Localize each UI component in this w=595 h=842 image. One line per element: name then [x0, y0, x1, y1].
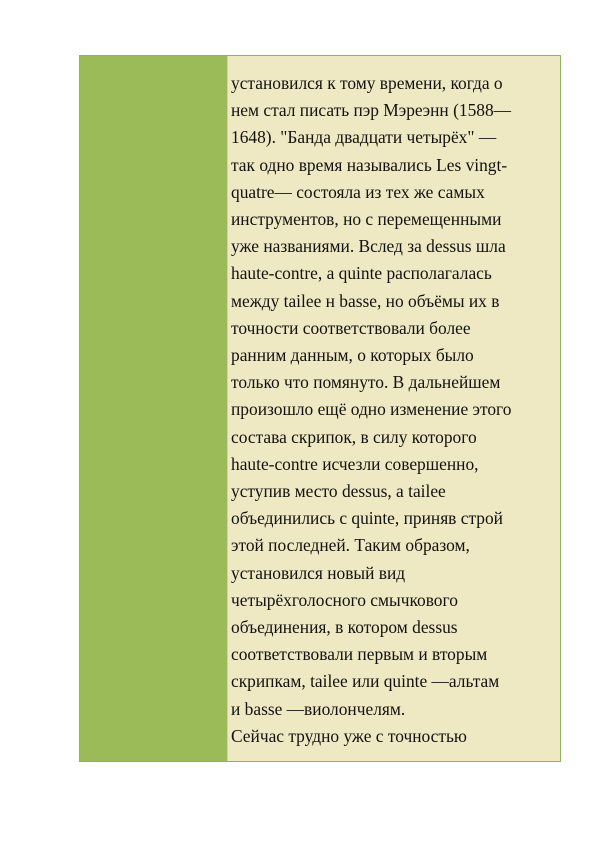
table-text-cell — [228, 56, 560, 761]
table-left-cell — [80, 56, 228, 761]
paragraph-1: установился к тому времени, когда о нем стал писать пэр Мэреэнн (1588— 1648). "Банда двадцати четырёх" — так одно время назывались Les vingt- quatre— состояла из тех же самых инструментов, но с перемещенными уже названиями. Вслед за dessus шла haute-contre, a quinte располагалась между tailee н basse, но объёмы их в точности соответствовали более ранним данным, о которых было только что помянуто. В дальнейшем произошло ещё одно изменение этого состава скрипок, в силу которого haute-contre исчезли совершенно, уступив место dessus, a tailee объединились с quinte, приняв строй этой последней. Таким образом, установился новый вид четырёхголосного смычкового объединения, в котором dessus соответствовали первым и вторым скрипкам, tailee или quinte —альтам и basse —виолончелям. — [231, 73, 512, 719]
document-table — [79, 55, 561, 762]
paragraph-2: Сейчас трудно уже с точностью — [231, 725, 467, 746]
